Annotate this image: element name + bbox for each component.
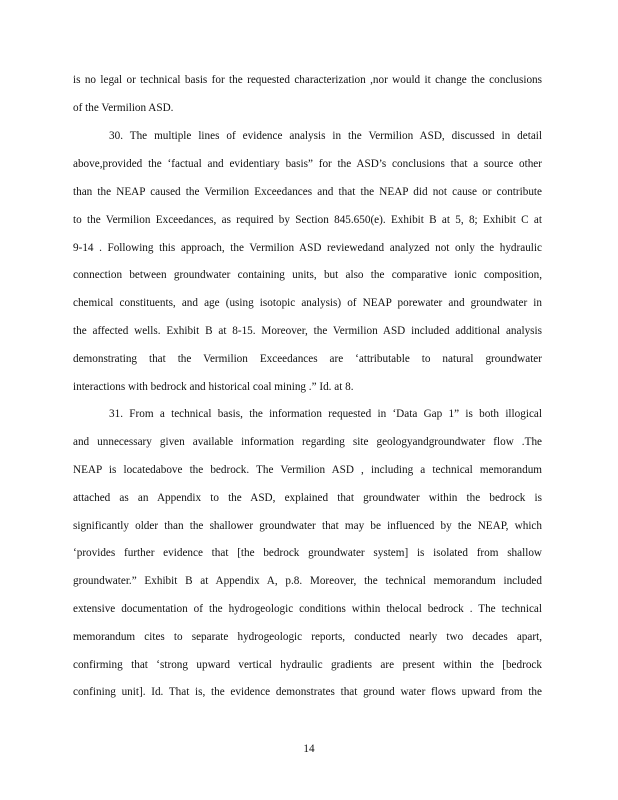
text-line: than the NEAP caused the Vermilion Exceedances and that the NEAP did not cause or contribute [73,186,542,198]
text-line: connection between groundwater containing units, but also the comparative ionic composition, [73,269,542,281]
text-line: 9-14 . Following this approach, the Vermilion ASD reviewedand analyzed not only the hydraulic [73,242,542,254]
paragraph-30-first-line: 30. The multiple lines of evidence analysis in the Vermilion ASD, discussed in detail [109,130,542,142]
text-line: extensive documentation of the hydrogeologic conditions within thelocal bedrock . The technical [73,603,542,615]
paragraph-31-first-line: 31. From a technical basis, the information requested in ‘Data Gap 1” is both illogical [109,408,542,420]
text-line: demonstrating that the Vermilion Exceedances are ‘attributable to natural groundwater [73,353,542,365]
text-line: and unnecessary given available information regarding site geologyandgroundwater flow .The [73,436,542,448]
text-line: the affected wells. Exhibit B at 8-15. Moreover, the Vermilion ASD included additional analysis [73,325,542,337]
text-line: significantly older than the shallower groundwater that may be influenced by the NEAP, which [73,520,542,532]
text-line: is no legal or technical basis for the requested characterization ,nor would it change the conclusions [73,74,542,86]
text-line: confining unit]. Id. That is, the evidence demonstrates that ground water flows upward from the [73,686,542,698]
text-line: groundwater.” Exhibit B at Appendix A, p.8. Moreover, the technical memorandum included [73,575,542,587]
text-line: memorandum cites to separate hydrogeologic reports, conducted nearly two decades apart, [73,631,542,643]
text-line: above,provided the ‘factual and evidentiary basis” for the ASD’s conclusions that a source other [73,158,542,170]
text-line: interactions with bedrock and historical coal mining .” Id. at 8. [73,381,354,393]
text-line: of the Vermilion ASD. [73,102,174,114]
text-line: attached as an Appendix to the ASD, explained that groundwater within the bedrock is [73,492,542,504]
text-line: NEAP is locatedabove the bedrock. The Vermilion ASD , including a technical memorandum [73,464,542,476]
text-line: confirming that ‘strong upward vertical hydraulic gradients are present within the [bedrock [73,659,542,671]
text-line: to the Vermilion Exceedances, as required by Section 845.650(e). Exhibit B at 5, 8; Exhibit C at [73,214,542,226]
text-line: ‘provides further evidence that [the bedrock groundwater system] is isolated from shallow [73,547,542,559]
page-number: 14 [303,743,315,755]
text-line: chemical constituents, and age (using isotopic analysis) of NEAP porewater and groundwater in [73,297,542,309]
